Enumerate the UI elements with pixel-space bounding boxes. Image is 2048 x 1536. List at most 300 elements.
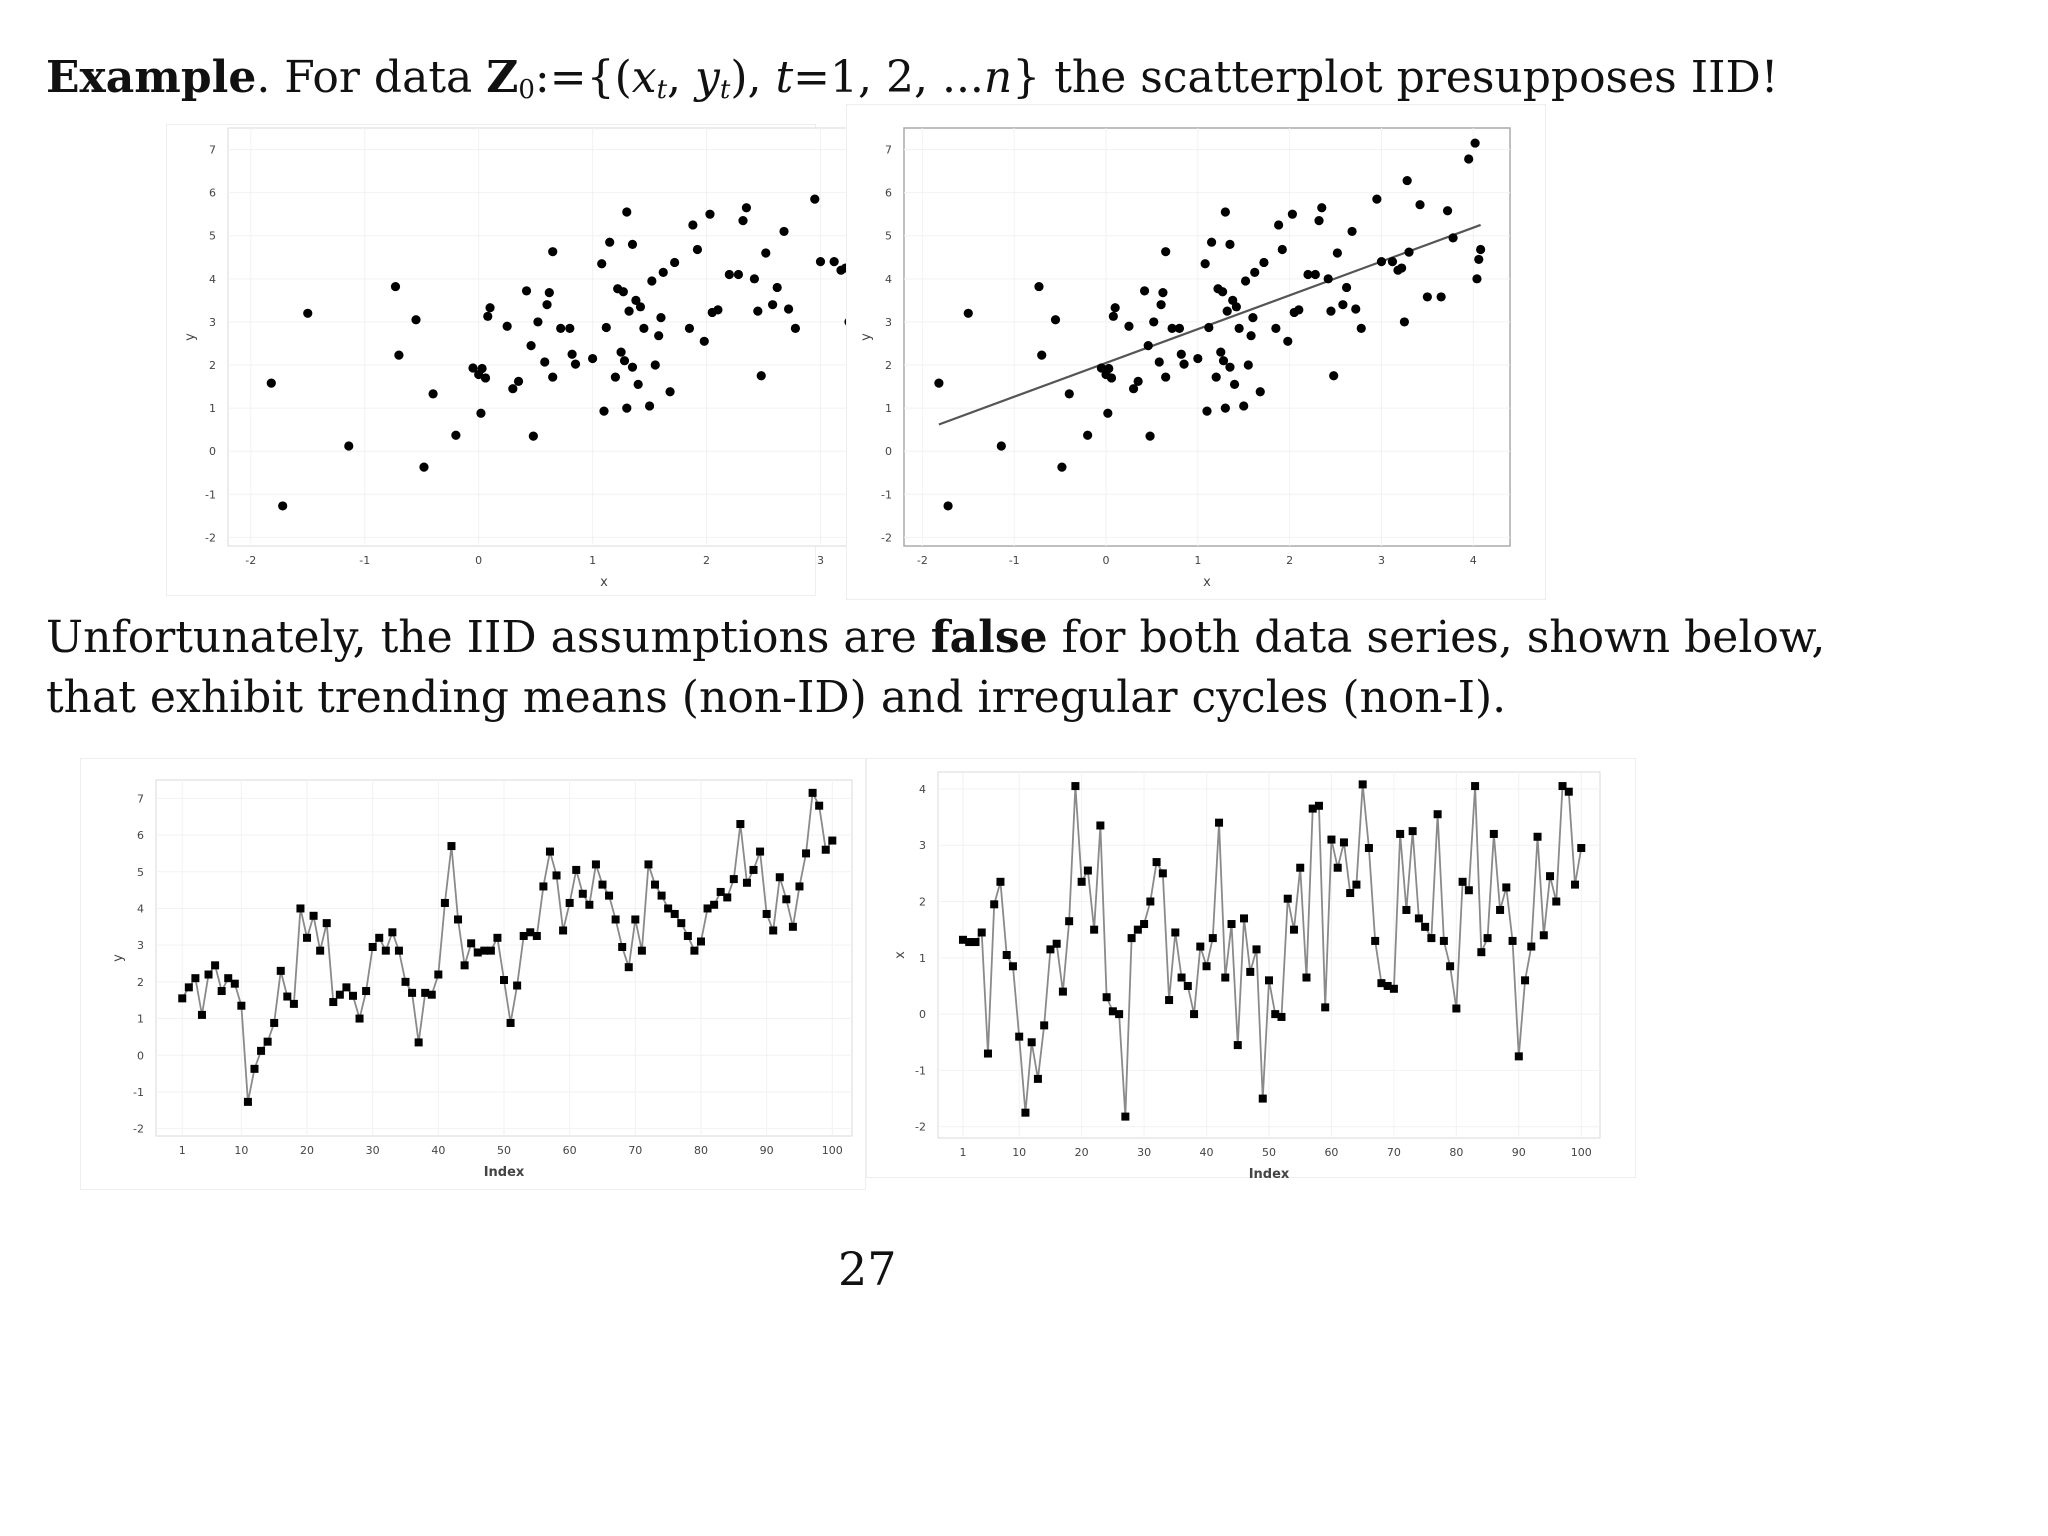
data-point	[1459, 878, 1467, 886]
data-point	[1484, 934, 1492, 942]
data-point	[624, 307, 633, 316]
data-point	[542, 300, 551, 309]
data-point	[411, 315, 420, 324]
data-point	[1342, 283, 1351, 292]
x-tick-label: 20	[300, 1144, 315, 1157]
y-tick-label: 2	[919, 895, 926, 909]
data-point	[828, 837, 836, 845]
data-point	[1059, 988, 1067, 996]
data-point	[1552, 898, 1560, 906]
data-point	[605, 238, 614, 247]
data-point	[750, 866, 758, 874]
data-point	[1193, 354, 1202, 363]
data-point	[507, 1019, 515, 1027]
data-point	[191, 974, 199, 982]
example-heading: Example. For data $Z0:=\{(x_t$, $y_t$), t=1, 2, ...n} the scatterplot presupposes IID!	[46, 52, 1779, 105]
data-point	[789, 923, 797, 931]
data-point	[645, 401, 654, 410]
data-point	[809, 789, 817, 797]
data-point	[467, 939, 475, 947]
data-point	[375, 934, 383, 942]
data-point	[1471, 782, 1479, 790]
data-point	[588, 354, 597, 363]
y-tick-label: 4	[885, 272, 892, 286]
x-axis-label: Index	[483, 1165, 525, 1180]
x-tick-label: 0	[1102, 554, 1110, 567]
data-point	[493, 934, 501, 942]
data-point	[734, 270, 743, 279]
data-point	[1546, 872, 1554, 880]
data-point	[1388, 257, 1397, 266]
x-tick-label: 40	[1199, 1146, 1214, 1159]
data-point	[990, 900, 998, 908]
data-point	[779, 227, 788, 236]
data-point	[1239, 401, 1248, 410]
data-point	[736, 820, 744, 828]
data-point	[553, 871, 561, 879]
time-series-x	[866, 758, 1636, 1182]
data-point	[539, 882, 547, 890]
data-point	[342, 983, 350, 991]
y-tick-label: 5	[209, 229, 216, 243]
data-point	[1311, 270, 1320, 279]
data-point	[1340, 838, 1348, 846]
data-point	[1124, 322, 1133, 331]
data-point	[476, 409, 485, 418]
data-point	[477, 364, 486, 373]
data-point	[1329, 371, 1338, 380]
data-point	[1209, 934, 1217, 942]
data-point	[218, 987, 226, 995]
data-point	[1434, 810, 1442, 818]
data-point	[628, 240, 637, 249]
data-point	[585, 901, 593, 909]
data-point	[1427, 934, 1435, 942]
x-tick-label: 50	[1262, 1146, 1276, 1159]
data-point	[1103, 993, 1111, 1001]
x-tick-label: 2	[1286, 554, 1294, 567]
data-point	[934, 379, 943, 388]
data-point	[461, 961, 469, 969]
y-tick-label: 5	[137, 865, 144, 879]
data-point	[625, 963, 633, 971]
x-tick-label: 90	[759, 1144, 774, 1157]
data-point	[316, 947, 324, 955]
data-point	[1203, 962, 1211, 970]
data-point	[1230, 380, 1239, 389]
data-point	[602, 323, 611, 332]
y-tick-label: 0	[885, 445, 892, 459]
data-point	[638, 947, 646, 955]
x-tick-label: 20	[1074, 1146, 1089, 1159]
data-point	[984, 1050, 992, 1058]
data-point	[1259, 258, 1268, 267]
data-point	[290, 1000, 298, 1008]
data-point	[1196, 943, 1204, 951]
data-point	[402, 978, 410, 986]
data-point	[592, 860, 600, 868]
data-point	[1248, 313, 1257, 322]
x-tick-label: 2	[703, 554, 711, 567]
data-point	[1338, 300, 1347, 309]
data-point	[1215, 819, 1223, 827]
data-point	[802, 849, 810, 857]
data-point	[1065, 917, 1073, 925]
y-tick-label: 6	[137, 829, 144, 843]
data-point	[454, 915, 462, 923]
data-point	[757, 371, 766, 380]
data-point	[1078, 878, 1086, 886]
y-tick-label: 4	[137, 902, 144, 916]
data-point	[548, 247, 557, 256]
data-point	[1155, 357, 1164, 366]
data-point	[1377, 257, 1386, 266]
data-point	[651, 360, 660, 369]
data-point	[1477, 948, 1485, 956]
x-tick-label: 1	[589, 554, 597, 567]
data-point	[566, 899, 574, 907]
data-point	[659, 268, 668, 277]
x-axis-label: x	[600, 575, 608, 590]
data-point	[1278, 245, 1287, 254]
data-point	[1324, 274, 1333, 283]
data-point	[356, 1015, 364, 1023]
x-tick-label: 60	[562, 1144, 577, 1157]
data-point	[394, 350, 403, 359]
data-point	[677, 919, 685, 927]
data-point	[264, 1038, 272, 1046]
data-point	[943, 501, 952, 510]
data-point	[1415, 200, 1424, 209]
data-point	[815, 802, 823, 810]
data-point	[419, 463, 428, 472]
x-tick-label: 100	[821, 1144, 843, 1157]
x-tick-label: 4	[1469, 554, 1477, 567]
data-point	[753, 307, 762, 316]
plot-area	[904, 128, 1510, 546]
data-point	[344, 441, 353, 450]
y-tick-label: 2	[137, 975, 144, 989]
data-point	[1437, 292, 1446, 301]
x-tick-label: -1	[359, 554, 371, 567]
data-point	[548, 372, 557, 381]
data-point	[1465, 886, 1473, 894]
data-point	[1421, 923, 1429, 931]
data-point	[1034, 282, 1043, 291]
x-tick-label: -2	[916, 554, 928, 567]
data-point	[597, 259, 606, 268]
data-point	[636, 302, 645, 311]
data-point	[964, 309, 973, 318]
data-point	[1351, 304, 1360, 313]
data-point	[451, 431, 460, 440]
data-point	[1159, 869, 1167, 877]
data-point	[1234, 1041, 1242, 1049]
data-point	[1271, 324, 1280, 333]
data-point	[688, 220, 697, 229]
data-point	[1283, 337, 1292, 346]
data-point	[1149, 317, 1158, 326]
y-axis-label: y	[111, 954, 126, 962]
data-point	[231, 980, 239, 988]
data-point	[1241, 276, 1250, 285]
data-point	[756, 848, 764, 856]
data-point	[211, 961, 219, 969]
data-point	[1156, 300, 1165, 309]
data-point	[1171, 928, 1179, 936]
data-point	[1140, 286, 1149, 295]
data-point	[579, 890, 587, 898]
data-point	[323, 919, 331, 927]
data-point	[513, 982, 521, 990]
data-point	[1221, 207, 1230, 216]
data-point	[1253, 945, 1261, 953]
data-point	[1317, 203, 1326, 212]
data-point	[1326, 307, 1335, 316]
data-point	[283, 993, 291, 1001]
data-point	[776, 873, 784, 881]
data-point	[1096, 821, 1104, 829]
data-point	[1347, 227, 1356, 236]
data-point	[620, 356, 629, 365]
data-point	[1228, 920, 1236, 928]
data-point	[599, 407, 608, 416]
data-point	[1221, 974, 1229, 982]
x-tick-label: -2	[245, 554, 257, 567]
data-point	[1472, 274, 1481, 283]
data-point	[725, 270, 734, 279]
data-point	[1071, 782, 1079, 790]
data-point	[559, 926, 567, 934]
data-point	[267, 379, 276, 388]
data-point	[329, 998, 337, 1006]
data-point	[1158, 288, 1167, 297]
data-point	[651, 881, 659, 889]
y-tick-label: -2	[915, 1120, 926, 1134]
y-tick-label: 7	[137, 792, 144, 806]
data-point	[244, 1098, 252, 1106]
data-point	[1223, 307, 1232, 316]
data-point	[1040, 1021, 1048, 1029]
data-point	[257, 1047, 265, 1055]
data-point	[395, 947, 403, 955]
data-point	[1476, 245, 1485, 254]
data-point	[178, 994, 186, 1002]
y-tick-label: 1	[137, 1012, 144, 1026]
data-point	[508, 384, 517, 393]
data-point	[1333, 248, 1342, 257]
data-point	[1244, 360, 1253, 369]
data-point	[1314, 216, 1323, 225]
data-point	[408, 989, 416, 997]
data-point	[830, 257, 839, 266]
data-point	[278, 501, 287, 510]
data-point	[572, 866, 580, 874]
data-point	[1265, 976, 1273, 984]
data-point	[1565, 788, 1573, 796]
x-axis-label: Index	[1248, 1167, 1290, 1182]
data-point	[388, 928, 396, 936]
data-point	[1334, 864, 1342, 872]
data-point	[634, 380, 643, 389]
data-point	[1464, 154, 1473, 163]
data-point	[1321, 1003, 1329, 1011]
data-point	[485, 303, 494, 312]
data-point	[1104, 364, 1113, 373]
data-point	[971, 938, 979, 946]
data-point	[310, 912, 318, 920]
data-point	[1277, 1013, 1285, 1021]
data-point	[1502, 883, 1510, 891]
data-point	[369, 943, 377, 951]
data-point	[514, 377, 523, 386]
data-point	[1221, 404, 1230, 413]
x-tick-label: 70	[1386, 1146, 1401, 1159]
data-point	[1365, 844, 1373, 852]
x-tick-label: 80	[693, 1144, 708, 1157]
y-tick-label: -2	[881, 531, 892, 545]
y-tick-label: 1	[885, 402, 892, 416]
data-point	[761, 248, 770, 257]
data-point	[1415, 914, 1423, 922]
data-point	[618, 943, 626, 951]
x-tick-label: 0	[475, 554, 483, 567]
y-tick-label: 2	[209, 359, 216, 373]
data-point	[185, 983, 193, 991]
data-point	[1448, 233, 1457, 242]
data-point	[997, 441, 1006, 450]
data-point	[1175, 324, 1184, 333]
data-point	[693, 245, 702, 254]
y-tick-label: 6	[885, 186, 892, 200]
data-point	[611, 372, 620, 381]
y-tick-label: 4	[209, 272, 216, 286]
data-point	[1083, 431, 1092, 440]
data-point	[277, 967, 285, 975]
data-point	[1443, 206, 1452, 215]
data-point	[1259, 1095, 1267, 1103]
data-point	[1302, 974, 1310, 982]
data-point	[791, 324, 800, 333]
data-point	[616, 347, 625, 356]
x-tick-label: 50	[497, 1144, 511, 1157]
data-point	[1179, 360, 1188, 369]
data-point	[1359, 780, 1367, 788]
data-point	[628, 363, 637, 372]
data-point	[768, 300, 777, 309]
x-tick-label: 10	[234, 1144, 249, 1157]
data-point	[743, 879, 751, 887]
data-point	[622, 404, 631, 413]
y-tick-label: 7	[885, 143, 892, 157]
data-point	[1034, 1075, 1042, 1083]
data-point	[598, 881, 606, 889]
data-point	[533, 932, 541, 940]
data-point	[441, 899, 449, 907]
data-point	[1225, 240, 1234, 249]
data-point	[540, 357, 549, 366]
data-point	[1404, 248, 1413, 257]
data-point	[529, 432, 538, 441]
data-point	[1146, 898, 1154, 906]
data-point	[658, 892, 666, 900]
scatterplot-with-fit-line	[846, 104, 1546, 600]
data-point	[1571, 881, 1579, 889]
data-point	[1178, 974, 1186, 982]
data-point	[1232, 302, 1241, 311]
data-point	[738, 216, 747, 225]
data-point	[1577, 844, 1585, 852]
data-point	[1327, 836, 1335, 844]
y-tick-label: 4	[919, 782, 926, 796]
data-point	[1534, 833, 1542, 841]
data-point	[483, 312, 492, 321]
data-point	[684, 932, 692, 940]
data-point	[1390, 985, 1398, 993]
data-point	[1037, 350, 1046, 359]
data-point	[605, 892, 613, 900]
data-point	[1294, 305, 1303, 314]
data-point	[1161, 372, 1170, 381]
data-point	[795, 882, 803, 890]
data-point	[612, 915, 620, 923]
data-point	[362, 987, 370, 995]
data-point	[1315, 802, 1323, 810]
heading-bold: Example	[46, 52, 257, 103]
data-point	[1521, 976, 1529, 984]
data-point	[1290, 926, 1298, 934]
data-point	[1509, 937, 1517, 945]
data-point	[434, 971, 442, 979]
data-point	[631, 915, 639, 923]
x-tick-label: 3	[1377, 554, 1385, 567]
data-point	[1352, 881, 1360, 889]
data-point	[1471, 138, 1480, 147]
x-tick-label: 1	[1194, 554, 1202, 567]
data-point	[1371, 937, 1379, 945]
data-point	[1015, 1033, 1023, 1041]
data-point	[500, 976, 508, 984]
data-point	[697, 937, 705, 945]
data-point	[1540, 931, 1548, 939]
data-point	[810, 195, 819, 204]
data-point	[428, 991, 436, 999]
data-point	[978, 928, 986, 936]
y-tick-label: 1	[919, 951, 926, 965]
data-point	[1274, 220, 1283, 229]
data-point	[647, 276, 656, 285]
x-tick-label: 80	[1449, 1146, 1464, 1159]
data-point	[1423, 292, 1432, 301]
y-tick-label: -2	[133, 1122, 144, 1136]
data-point	[1207, 238, 1216, 247]
data-point	[391, 282, 400, 291]
data-point	[1009, 962, 1017, 970]
data-point	[1053, 940, 1061, 948]
y-tick-label: -1	[915, 1064, 926, 1078]
page-number: 27	[838, 1242, 897, 1296]
paragraph-line-2: that exhibit trending means (non-ID) and irregular cycles (non-I).	[46, 672, 1507, 723]
y-axis-label: x	[893, 951, 908, 959]
data-point	[303, 309, 312, 318]
data-point	[1165, 996, 1173, 1004]
data-point	[1240, 914, 1248, 922]
time-series-y	[80, 758, 866, 1190]
data-point	[1216, 347, 1225, 356]
data-point	[1153, 858, 1161, 866]
x-axis-label: x	[1203, 575, 1211, 590]
data-point	[1452, 1004, 1460, 1012]
